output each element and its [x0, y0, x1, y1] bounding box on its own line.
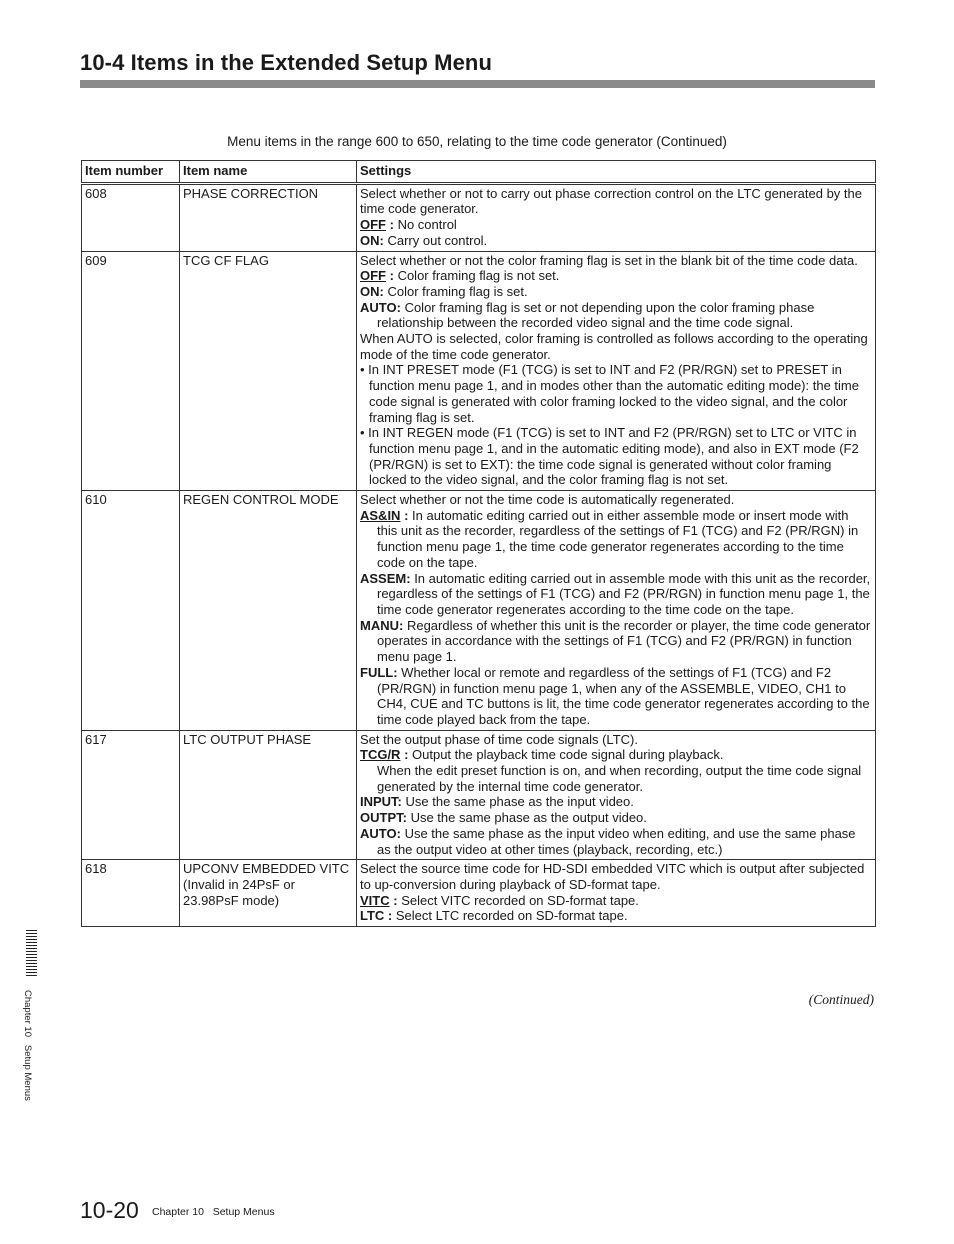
option-key: LTC :: [360, 908, 393, 924]
setting-text: Select whether or not the color framing flag is set in the blank bit of the time code data.: [360, 252, 858, 268]
setting-option: [360, 747, 871, 763]
setting-option: [360, 284, 871, 300]
table-row: [82, 491, 876, 731]
settings-cell: [357, 491, 876, 731]
option-description: Whether local or remote and regardless of the settings of F1 (TCG) and F2 (PR/RGN) in function menu page 1, when any of the ASSEMBLE, VIDEO, CH1 to CH4, CUE and TC buttons is lit, the time code generator regenerates according to the time code played back from the tape.: [377, 664, 870, 727]
option-separator: :: [400, 507, 413, 523]
table-header-row: [82, 161, 876, 184]
setting-option: [360, 571, 871, 618]
setting-option: [360, 893, 871, 909]
bullet-item: • In INT PRESET mode (F1 (TCG) is set to INT and F2 (PR/RGN) set to PRESET in function menu page 1, and in modes other than the automatic editing mode): the time code signal is generated with color framing locked to the video signal, and the color framing flag is set.: [360, 362, 859, 425]
column-header-settings: Settings: [357, 161, 876, 184]
table-row: [82, 730, 876, 860]
option-description: Color framing flag is set or not depending upon the color framing phase relationship between the recorded video signal and the time code signal.: [377, 299, 815, 331]
table-caption: Menu items in the range 600 to 650, relating to the time code generator (Continued): [227, 134, 727, 149]
option-description: Select VITC recorded on SD-format tape.: [401, 892, 639, 908]
settings-cell: [357, 251, 876, 491]
item-name-cell: [180, 183, 357, 251]
default-option-key: TCG/R: [360, 747, 401, 763]
option-separator: :: [386, 217, 398, 233]
page-title: 10-4 Items in the Extended Setup Menu: [80, 50, 492, 75]
option-description: Use the same phase as the output video.: [410, 810, 647, 826]
column-header-item-name: Item name: [180, 161, 357, 184]
item-name: REGEN CONTROL MODE: [183, 492, 339, 508]
item-number: 610: [82, 491, 180, 731]
setting-option: [360, 810, 871, 826]
setting-option: [360, 618, 871, 665]
option-description: In automatic editing carried out in assemble mode with this unit as the recorder, regardless of the settings of F1 (TCG) and F2 (PR/RGN) in function menu page 1, the time code generator regenerates according to the time code on the tape.: [377, 570, 871, 617]
item-name: LTC OUTPUT PHASE: [183, 731, 312, 747]
option-key: ON:: [360, 232, 384, 248]
settings-table: [81, 160, 876, 927]
item-number: 608: [82, 183, 180, 251]
setting-option: [360, 826, 871, 857]
footer-chapter: Chapter 10 Setup Menus: [152, 1206, 275, 1218]
option-description: Use the same phase as the input video.: [405, 794, 634, 810]
table-row: [82, 183, 876, 251]
option-description: Select LTC recorded on SD-format tape.: [395, 908, 628, 924]
option-separator: :: [389, 892, 402, 908]
setting-text: When the edit preset function is on, and when recording, output the time code signal generated by the internal time code generator.: [377, 763, 862, 794]
option-key: OUTPT:: [360, 810, 407, 826]
option-description: Color framing flag is set.: [387, 283, 528, 299]
option-description: Regardless of whether this unit is the recorder or player, the time code generator operates in accordance with the settings of F1 (TCG) and F2 (PR/RGN) in function menu page 1.: [377, 617, 871, 665]
option-description: No control: [397, 217, 457, 233]
setting-text: Select the source time code for HD-SDI embedded VITC which is output after subjected to up-conversion during playback of SD-format tape.: [360, 861, 865, 892]
bullet-item: • In INT REGEN mode (F1 (TCG) is set to INT and F2 (PR/RGN) set to LTC or VITC in function menu page 1, and in the automatic editing mode), and also in EXT mode (F2 (PR/RGN) is set to EXT): the time code signal is generated without color framing locked to the video signal, and the color framing flag is not set.: [360, 425, 859, 488]
setting-text: Select whether or not the time code is automatically regenerated.: [360, 492, 735, 508]
option-separator: :: [386, 268, 398, 284]
item-name-cell: [180, 730, 357, 860]
default-option-key: OFF: [360, 268, 386, 284]
setting-option: [360, 268, 871, 284]
option-key: MANU:: [360, 617, 404, 633]
setting-option: [360, 300, 871, 331]
setting-text: Set the output phase of time code signals (LTC).: [360, 731, 638, 747]
default-option-key: AS&IN: [360, 507, 401, 523]
option-key: AUTO:: [360, 825, 401, 841]
item-number: 617: [82, 730, 180, 860]
option-key: INPUT:: [360, 794, 402, 810]
default-option-key: OFF: [360, 217, 386, 233]
column-header-item-number: Item number: [82, 161, 180, 184]
item-name: TCG CF FLAG: [183, 252, 269, 268]
item-name-cell: [180, 860, 357, 927]
title-rule: [80, 80, 875, 88]
option-description: Output the playback time code signal during playback.: [412, 747, 724, 763]
item-number: 609: [82, 251, 180, 491]
option-description: Color framing flag is not set.: [397, 268, 560, 284]
continued-note: (Continued): [808, 992, 874, 1007]
option-key: ASSEM:: [360, 570, 411, 586]
item-name-note: (Invalid in 24PsF or 23.98PsF mode): [183, 876, 295, 908]
default-option-key: VITC: [360, 892, 390, 908]
option-key: ON:: [360, 283, 384, 299]
option-key: FULL:: [360, 664, 398, 680]
setting-option: [360, 233, 871, 249]
setting-text: When AUTO is selected, color framing is controlled as follows according to the operating mode of the time code generator.: [360, 331, 868, 362]
table-row: [82, 251, 876, 491]
setting-option: [360, 217, 871, 233]
setting-option: [360, 794, 871, 810]
settings-cell: [357, 183, 876, 251]
setting-option: [360, 508, 871, 571]
setting-option: [360, 908, 871, 924]
item-name-cell: [180, 491, 357, 731]
page-number: 10-20: [80, 1197, 139, 1223]
item-name: PHASE CORRECTION: [183, 185, 319, 201]
option-description: In automatic editing carried out in either assemble mode or insert mode with this unit as the recorder, regardless of the settings of F1 (TCG) and F2 (PR/RGN) in function menu page 1, the time code generator regenerates according to the time code on the tape.: [377, 507, 859, 570]
option-key: AUTO:: [360, 299, 401, 315]
table-row: [82, 860, 876, 927]
settings-cell: [357, 730, 876, 860]
setting-option: [360, 665, 871, 728]
option-description: Carry out control.: [387, 232, 488, 248]
settings-cell: [357, 860, 876, 927]
side-chapter-label: Chapter 10 Setup Menus: [22, 990, 33, 1101]
option-description: Use the same phase as the input video when editing, and use the same phase as the output video at other times (playback, recording, etc.): [377, 825, 856, 857]
item-name-cell: [180, 251, 357, 491]
item-name: UPCONV EMBEDDED VITC: [183, 861, 350, 877]
chapter-thumb-tab: [26, 930, 37, 978]
setting-text: Select whether or not to carry out phase correction control on the LTC generated by the time code generator.: [360, 185, 862, 217]
item-number: 618: [82, 860, 180, 927]
option-separator: :: [400, 747, 413, 763]
